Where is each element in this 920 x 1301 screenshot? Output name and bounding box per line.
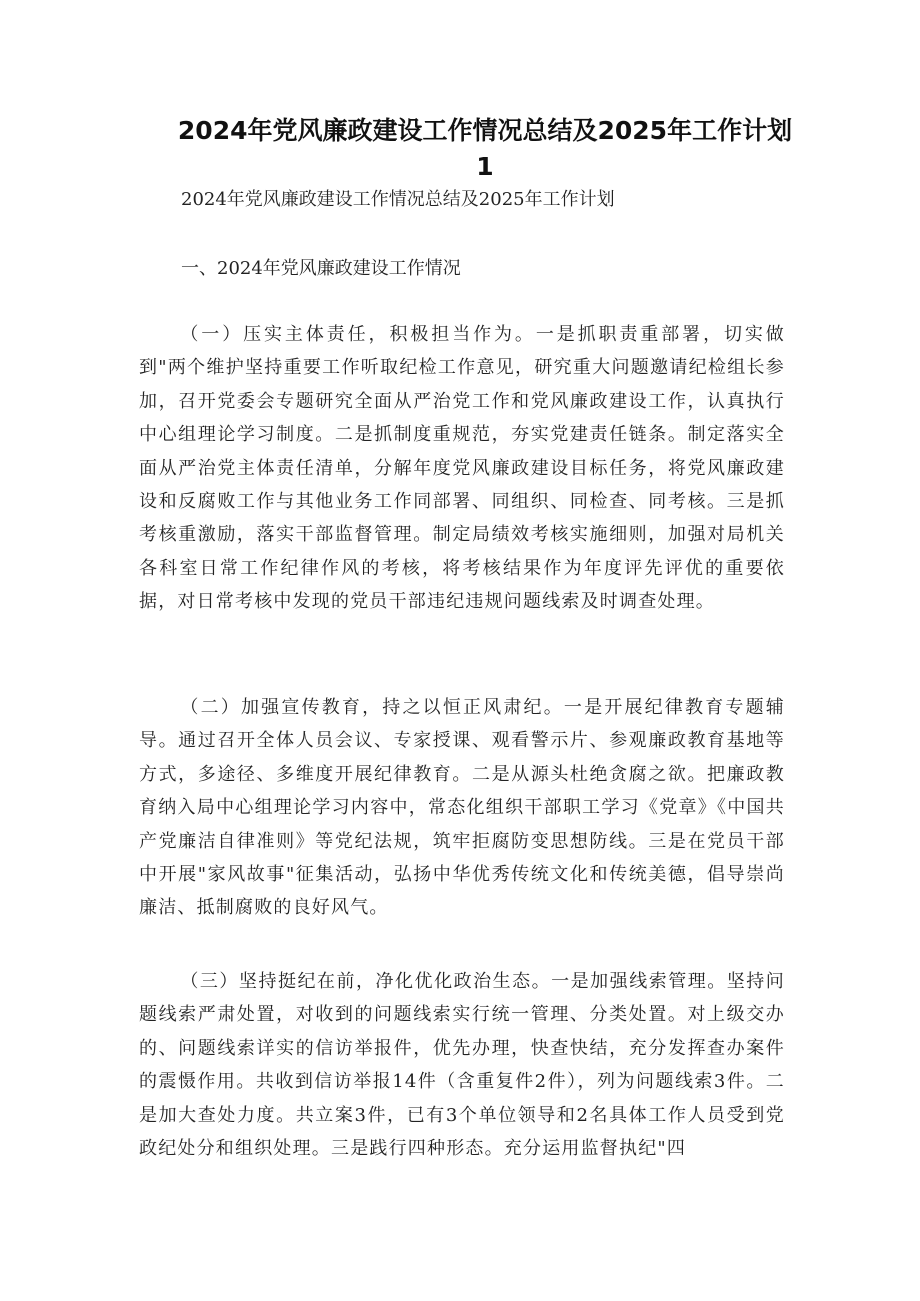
paragraph-2: （二）加强宣传教育，持之以恒正风肃纪。一是开展纪律教育专题辅导。通过召开全体人员会议、专家授课、观看警示片、参观廉政教育基地等方式，多途径、多维度开展纪律教育。二是从源头杜绝贪腐之欲。把廉政教育纳入局中心组理论学习内容中，常态化组织干部职工学习《党章》《中国共产党廉洁自律准则》等党纪法规，筑牢拒腐防变思想防线。三是在党员干部中开展"家风故事"征集活动，弘扬中华优秀传统文化和传统美德，倡导崇尚廉洁、抵制腐败的良好风气。 <box>139 697 785 919</box>
document-subtitle: 2024年党风廉政建设工作情况总结及2025年工作计划 <box>181 189 615 210</box>
document-title: 2024年党风廉政建设工作情况总结及2025年工作计划1 <box>177 116 793 181</box>
section-heading: 一、2024年党风廉政建设工作情况 <box>181 258 461 279</box>
paragraph-1: （一）压实主体责任，积极担当作为。一是抓职责重部署，切实做到"两个维护坚持重要工作听取纪检工作意见，研究重大问题邀请纪检组长参加，召开党委会专题研究全面从严治党工作和党风廉政建设工作，认真执行中心组理论学习制度。二是抓制度重规范，夯实党建责任链条。制定落实全面从严治党主体责任清单，分解年度党风廉政建设目标任务，将党风廉政建设和反腐败工作与其他业务工作同部署、同组织、同检查、同考核。三是抓考核重激励，落实干部监督管理。制定局绩效考核实施细则，加强对局机关各科室日常工作纪律作风的考核，将考核结果作为年度评先评优的重要依据，对日常考核中发现的党员干部违纪违规问题线索及时调查处理。 <box>139 324 785 613</box>
paragraph-3: （三）坚持挺纪在前，净化优化政治生态。一是加强线索管理。坚持问题线索严肃处置，对收到的问题线索实行统一管理、分类处置。对上级交办的、问题线索详实的信访举报件，优先办理，快查快结，充分发挥查办案件的震慑作用。共收到信访举报14件（含重复件2件），列为问题线索3件。二是加大查处力度。共立案3件，已有3个单位领导和2名具体工作人员受到党政纪处分和组织处理。三是践行四种形态。充分运用监督执纪"四 <box>139 971 785 1160</box>
